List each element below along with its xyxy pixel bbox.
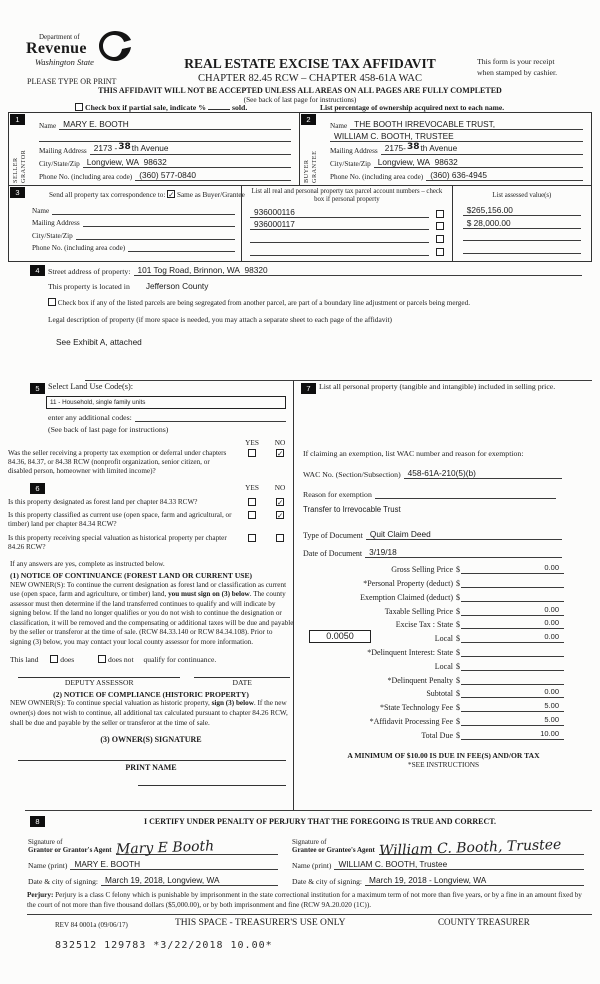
see-instructions-note: *SEE INSTRUCTIONS	[407, 759, 480, 769]
fee-amount-value: 0.00	[544, 604, 559, 614]
seller-name2-field[interactable]	[39, 132, 291, 142]
fee-label: Local	[434, 661, 453, 671]
assessed-value-field[interactable]	[463, 205, 581, 216]
agency-line2: Revenue	[26, 40, 87, 57]
left-column	[8, 382, 294, 786]
parcel-column	[241, 186, 452, 261]
receipt-note	[477, 57, 557, 78]
parcel-number-field[interactable]	[250, 219, 429, 230]
parcel-row	[250, 243, 444, 256]
buyer-side-label	[303, 127, 318, 183]
parcel-number-field[interactable]	[250, 233, 429, 243]
notice1-text-a: NEW OWNER(S): To continue the current designation as forest land or classification as current use (open space, farm and agriculture, or timber) land,	[10, 580, 287, 599]
assessed-value-list	[463, 203, 581, 254]
corr-phone-label: Phone No. (including area code)	[32, 244, 126, 252]
fee-table	[295, 561, 592, 740]
seller-citystatezip-field[interactable]	[83, 157, 291, 168]
section-3-number: 3	[10, 187, 25, 198]
buyer-name-value: THE BOOTH IRREVOCABLE TRUST,	[354, 119, 496, 129]
owners-signature-title: (3) OWNER(S) SIGNATURE	[100, 735, 202, 745]
assessed-value-field[interactable]	[463, 231, 581, 241]
historic-question-row	[8, 534, 294, 552]
yes-header: YES	[245, 438, 259, 447]
document-type-label: Type of Document	[303, 530, 363, 540]
dollar-sign: $	[456, 579, 460, 589]
see-back-note: (See back of last page for instructions)	[243, 95, 357, 104]
fee-amount-value: 0.00	[544, 563, 559, 573]
does-not-checkbox[interactable]	[98, 655, 106, 663]
dollar-sign: $	[456, 661, 460, 671]
land-use-title: Select Land Use Code(s):	[48, 382, 134, 391]
no-header-2: NO	[274, 482, 286, 492]
no-header: NO	[274, 438, 286, 447]
wac-number-label: WAC No. (Section/Subsection)	[303, 469, 401, 479]
forest-yes-checkbox[interactable]	[248, 498, 256, 506]
grantee-signature: William C. Booth, Trustee	[378, 836, 562, 860]
treasurer-space-label: THIS SPACE - TREASURER'S USE ONLY	[175, 918, 346, 928]
document-date-value: 3/19/18	[369, 546, 397, 557]
fee-row	[295, 588, 592, 602]
historic-yes-checkbox[interactable]	[248, 534, 256, 542]
fee-amount-value: 0.00	[544, 618, 559, 628]
parcel-number-value: 936000117	[254, 219, 295, 230]
corr-address-field[interactable]	[83, 217, 235, 227]
fee-label: Subtotal	[426, 689, 453, 699]
correspondence-row	[49, 190, 245, 199]
see-back-note-2: (See back of last page for instructions)	[48, 425, 169, 434]
fee-amount-field[interactable]	[461, 617, 564, 629]
forest-no-checkbox[interactable]: ✓	[277, 497, 284, 506]
partial-sale-row	[75, 102, 247, 112]
current-use-question: Is this property classified as current use (open space, farm and agricultural, or timber) land per chapter 84.34 RCW?	[8, 510, 232, 529]
section-1-number: 1	[10, 114, 25, 125]
notice-compliance-body	[10, 699, 294, 728]
wac-number-field[interactable]	[404, 468, 562, 479]
seller-address-post: th Avenue	[131, 143, 169, 153]
local-rate-box[interactable]: 0.0050	[309, 630, 371, 644]
grantor-signature-field[interactable]	[115, 838, 278, 858]
historic-no-checkbox[interactable]	[276, 534, 284, 542]
form-title: REAL ESTATE EXCISE TAX AFFIDAVIT	[184, 56, 436, 71]
county-value: Jefferson County	[145, 281, 209, 291]
fee-amount-field[interactable]	[461, 686, 564, 698]
notice-continuance-title: (1) NOTICE OF CONTINUANCE (FOREST LAND OR CURRENT USE)	[10, 570, 253, 580]
document-type-field[interactable]	[366, 529, 562, 540]
dollar-sign: $	[456, 730, 460, 740]
dollar-sign: $	[456, 648, 460, 658]
partial-sale-checkbox[interactable]	[75, 103, 83, 111]
additional-codes-field[interactable]	[135, 412, 286, 422]
parcel-row	[250, 218, 444, 231]
deferral-question-row	[8, 449, 294, 477]
fee-amount-field[interactable]	[461, 562, 564, 574]
form-subtitle: CHAPTER 82.45 RCW – CHAPTER 458-61A WAC	[198, 73, 422, 84]
buyer-phone-field[interactable]	[426, 170, 583, 181]
fee-row	[295, 629, 592, 643]
notice2-text-c: . If the new owner(s) does not wish to continue, all additional tax calculated pursuant to chapter 84.26 RCW, shall be due and payable by the seller or transferor at the time of sale.	[10, 699, 288, 727]
print-name-label: PRINT NAME	[125, 763, 177, 773]
seller-side-label	[12, 127, 27, 183]
same-as-buyer-checkbox[interactable]: ✓	[168, 190, 175, 198]
seller-address-label: Mailing Address	[39, 147, 87, 155]
legal-description-value: See Exhibit A, attached	[56, 337, 142, 347]
grantee-signature-field[interactable]	[378, 836, 584, 860]
historic-question: Is this property receiving special valuation as historical property per chapter 84.26 RCW?	[8, 534, 227, 552]
fee-label: Exemption Claimed (deduct)	[360, 592, 453, 602]
section-5-number: 5	[30, 383, 45, 394]
seller-address-value	[90, 143, 169, 154]
wac-number-value: 458-61A-210(5)(b)	[407, 467, 476, 478]
section-3-box	[8, 186, 592, 262]
dollar-sign: $	[456, 703, 460, 713]
perjury-text: Perjury is a class C felony which is punishable by imprisonment in the state correctional institution for a maximum term of not more than five years, or by a fine in an amount fixed by the court of not more than five thousand dollars ($5,000.00), or by both imprisonment and fine (RCW 9A.20.020 (1C)).	[27, 891, 582, 909]
fee-amount-field[interactable]	[461, 645, 564, 657]
fee-amount-field[interactable]	[461, 576, 564, 588]
notice1-text-c: . The county assessor must then determine if the land transferred continues to qualify and will indicate by signing below. If the land no longer qualifies or you do not wish to continue the designation or classification, it will be removed and the compensating or additional taxes will be due and payable by the seller or transferor at the time of sale. (RCW 84.33.140 or RCW 84.34.108). Prior to signing (3) below, you may contact your local county assessor for more information.	[10, 590, 294, 646]
does-label: does	[60, 655, 75, 665]
fee-row	[295, 698, 592, 712]
right-column	[295, 382, 592, 769]
same-as-buyer-label: Same as Buyer/Grantee	[176, 191, 245, 199]
form-rev-number: REV 84 0001a (09/06/17)	[55, 921, 128, 929]
corr-name-label: Name	[32, 206, 50, 215]
if-yes-note: If any answers are yes, complete as instructed below.	[10, 558, 165, 568]
fee-label: *Affidavit Processing Fee	[369, 717, 453, 727]
dollar-sign: $	[456, 675, 460, 685]
dollar-sign: $	[456, 565, 460, 575]
dollar-sign: $	[456, 634, 460, 644]
section-2-number: 2	[301, 114, 316, 125]
document-date-label: Date of Document	[303, 548, 363, 558]
fee-row	[295, 616, 592, 630]
grantee-signblock	[292, 831, 592, 886]
assessed-value-field[interactable]	[463, 218, 581, 229]
grantor-datecity-value: March 19, 2018, Longview, WA	[105, 875, 220, 885]
treasurer-stamp: 832512 129783 *3/22/2018 10.00*	[55, 940, 273, 951]
personal-property-checkbox[interactable]	[436, 235, 444, 243]
parcel-number-field[interactable]	[250, 246, 429, 256]
grantor-print-field[interactable]	[70, 859, 278, 870]
buyer-phone-label: Phone No. (including area code)	[330, 173, 424, 181]
correspondence-column	[9, 186, 245, 261]
personal-property-checkbox[interactable]	[436, 222, 444, 230]
seller-phone-field[interactable]	[135, 170, 291, 181]
grantor-agent-label: Grantor or Grantor's Agent	[28, 846, 112, 855]
buyer-section	[300, 113, 591, 185]
fee-amount-field[interactable]	[461, 728, 564, 740]
yes-header-2: YES	[245, 482, 259, 492]
fee-label: Gross Selling Price	[391, 565, 453, 575]
assessed-value-row	[463, 229, 581, 242]
notice1-text-bold: you must sign on (3) below	[168, 590, 250, 599]
notice-compliance-title: (2) NOTICE OF COMPLIANCE (HISTORIC PROPERTY)	[53, 690, 249, 700]
seller-citystatezip-value: Longview, WA 98632	[86, 157, 167, 167]
fee-amount-field[interactable]	[461, 659, 564, 671]
fee-label: Excise Tax : State	[395, 620, 453, 630]
personal-property-checkbox[interactable]	[436, 248, 444, 256]
signature-of-label-2: Signature of	[292, 837, 327, 846]
fee-label: *Delinquent Interest: State	[367, 648, 453, 658]
personal-property-title: List all personal property (tangible and intangible) included in selling price.	[319, 382, 556, 391]
fee-label: Taxable Selling Price	[384, 606, 453, 616]
sold-label: sold.	[231, 103, 248, 112]
buyer-citystatezip-label: City/State/Zip	[330, 160, 371, 168]
personal-property-checkbox[interactable]	[436, 210, 444, 218]
seller-address-handwritten: 38	[118, 141, 131, 152]
grantee-datecity-field[interactable]	[365, 875, 584, 886]
buyer-name2-value: WILLIAM C. BOOTH, TRUSTEE	[334, 131, 454, 141]
section-4	[8, 263, 592, 347]
fee-amount-field[interactable]	[461, 673, 564, 685]
parcel-header: List all real and personal property tax parcel account numbers – check box if personal property	[251, 188, 443, 204]
assessed-value-amount: $265,156.00	[466, 204, 513, 215]
buyer-address-handwritten: 38	[406, 141, 420, 152]
receipt-line2: when stamped by cashier.	[477, 67, 558, 77]
fee-label: *Personal Property (deduct)	[363, 579, 453, 589]
seller-phone-value: (360) 577-0840	[139, 170, 196, 180]
fee-row	[295, 602, 592, 616]
yes-no-header-5	[8, 438, 294, 447]
exemption-reason-label: Reason for exemption	[303, 489, 372, 499]
buyer-address-pre: 2175-	[384, 143, 406, 153]
perjury-bold: Perjury:	[27, 891, 54, 899]
current-use-yes-checkbox[interactable]	[248, 511, 256, 519]
fee-row	[295, 561, 592, 575]
assessed-value-row	[463, 203, 581, 216]
seller-address-field[interactable]	[90, 143, 291, 155]
grantor-print-label: Name (print)	[28, 861, 68, 870]
corr-name-field[interactable]	[52, 205, 235, 215]
county-treasurer-label: COUNTY TREASURER	[438, 917, 530, 927]
please-type-note: PLEASE TYPE OR PRINT	[27, 77, 117, 86]
dollar-sign: $	[456, 620, 460, 630]
section-7-number: 7	[301, 383, 316, 394]
segregated-checkbox[interactable]	[48, 298, 56, 306]
current-use-question-row	[8, 511, 294, 529]
seller-phone-label: Phone No. (including area code)	[39, 173, 133, 181]
fee-row	[295, 643, 592, 657]
dollar-sign: $	[456, 606, 460, 616]
document-date-field[interactable]	[365, 547, 562, 558]
forest-question-row	[8, 498, 294, 507]
minimum-due-note: A MINIMUM OF $10.00 IS DUE IN FEE(S) AND/OR TAX	[347, 750, 540, 760]
grantee-datecity-value: March 19, 2018 - Longview, WA	[369, 875, 487, 885]
fee-amount-field[interactable]	[461, 700, 564, 712]
fee-label: *Delinquent Penalty	[387, 675, 453, 685]
legal-description-label: Legal description of property (if more space is needed, you may attach a separate sheet to each page of the affidavit)	[48, 315, 392, 324]
assessed-value-row	[463, 241, 581, 254]
grantor-datecity-field[interactable]	[101, 875, 278, 886]
parties-box	[8, 112, 592, 186]
current-use-no-checkbox[interactable]: ✓	[277, 510, 284, 519]
grantor-signature: Mary E Booth	[115, 838, 214, 858]
buyer-citystatezip-value: Longview, WA 98632	[377, 157, 458, 167]
fee-row	[295, 671, 592, 685]
corr-citystatezip-field[interactable]	[76, 230, 235, 240]
located-in-row	[48, 281, 592, 291]
section-8-number: 8	[30, 816, 45, 827]
exemption-reason-field[interactable]	[375, 489, 556, 499]
fee-amount-field[interactable]	[461, 604, 564, 616]
fee-amount-value: 0.00	[544, 632, 559, 642]
parcel-list	[250, 205, 444, 256]
buyer-name-label: Name	[330, 122, 348, 130]
segregated-row	[48, 298, 592, 307]
fee-row	[295, 712, 592, 726]
buyer-address-label: Mailing Address	[330, 147, 378, 155]
seller-name-value: MARY E. BOOTH	[63, 119, 129, 129]
dollar-sign: $	[456, 689, 460, 699]
fee-amount-value: 0.00	[544, 687, 559, 697]
send-correspondence-label: Send all property tax correspondence to:	[49, 191, 166, 199]
grantee-print-field[interactable]	[334, 859, 584, 870]
additional-codes-label: enter any additional codes:	[48, 413, 132, 422]
document-type-value: Quit Claim Deed	[369, 528, 431, 539]
street-address-value: 101 Tog Road, Brinnon, WA 98320	[137, 265, 268, 275]
divider-top	[85, 380, 592, 381]
assessed-value-field[interactable]	[463, 244, 581, 254]
corr-address-label: Mailing Address	[32, 219, 80, 227]
print-name-line[interactable]	[138, 785, 286, 786]
seller-name-label: Name	[39, 122, 57, 130]
grantee-word: GRANTEE	[311, 150, 318, 183]
deferral-question: Was the seller receiving a property tax exemption or deferral under chapters 84.36, 84.37, or 84.38 RCW (nonprofit organization, senior citizen, or disabled person, homeowner with limited income)?	[8, 449, 227, 476]
assessed-value-column	[452, 186, 591, 261]
street-address-field[interactable]	[134, 265, 583, 276]
dor-logo	[26, 33, 94, 67]
exemption-intro: If claiming an exemption, list WAC number and reason for exemption:	[303, 448, 524, 458]
certify-statement: I CERTIFY UNDER PENALTY OF PERJURY THAT THE FOREGOING IS TRUE AND CORRECT.	[143, 817, 496, 826]
grantor-datecity-label: Date & city of signing:	[28, 877, 99, 886]
seller-name-field[interactable]	[59, 119, 291, 130]
fee-amount-field[interactable]	[461, 590, 564, 602]
does-not-label: does not	[108, 655, 134, 665]
fee-row	[295, 685, 592, 699]
completion-warning: THIS AFFIDAVIT WILL NOT BE ACCEPTED UNLESS ALL AREAS ON ALL PAGES ARE FULLY COMPLETED	[98, 86, 502, 95]
fee-label: Local	[434, 634, 453, 644]
partial-sale-label: Check box if partial sale, indicate %	[84, 103, 207, 112]
fee-amount-value: 5.00	[544, 715, 559, 725]
segregated-label: Check box if any of the listed parcels are being segregated from another parcel, are part of a boundary line adjustment or parcels being merged.	[57, 299, 470, 307]
corr-phone-field[interactable]	[128, 242, 235, 252]
section-6-number: 6	[30, 483, 45, 494]
seller-citystatezip-label: City/State/Zip	[39, 160, 80, 168]
qualify-row	[10, 655, 294, 664]
grantor-signblock	[8, 831, 292, 886]
buyer-address-value	[381, 143, 458, 154]
grantee-sig-label	[292, 838, 379, 855]
corr-citystatezip-label: City/State/Zip	[32, 231, 73, 240]
deferral-no-checkbox[interactable]: ✓	[277, 449, 284, 457]
perjury-note	[27, 890, 592, 910]
divider-bottom	[25, 810, 592, 811]
signature-of-label: Signature of	[28, 837, 63, 846]
assessed-value-row	[463, 216, 581, 229]
fee-label: Total Due	[421, 730, 453, 740]
buyer-citystatezip-field[interactable]	[374, 157, 583, 168]
footer-rule	[27, 914, 592, 915]
seller-address-pre: 2173 -	[93, 143, 118, 153]
fee-amount-field[interactable]	[461, 631, 564, 643]
street-address-label: Street address of property:	[48, 267, 131, 276]
notice2-text-a: NEW OWNER(S): To continue special valuation as historic property,	[10, 699, 212, 708]
dollar-sign: $	[456, 592, 460, 602]
fee-amount-field[interactable]	[461, 714, 564, 726]
parcel-row	[250, 205, 444, 218]
parcel-row	[250, 230, 444, 243]
grantor-sig-label	[28, 838, 116, 855]
section-4-number: 4	[30, 265, 45, 276]
buyer-phone-value: (360) 636-4945	[430, 170, 487, 180]
qualify-label: qualify for continuance.	[143, 655, 217, 665]
buyer-word: BUYER	[303, 159, 310, 183]
buyer-name-field[interactable]	[350, 119, 583, 130]
assessed-value-amount: $ 28,000.00	[466, 217, 511, 228]
buyer-name2-field[interactable]	[330, 131, 583, 142]
receipt-line1: This form is your receipt	[477, 57, 555, 66]
grantee-agent-label: Grantee or Grantee's Agent	[292, 846, 375, 855]
does-checkbox[interactable]	[50, 655, 58, 663]
grantor-print-value: MARY E. BOOTH	[74, 859, 141, 869]
notice-continuance-body	[10, 581, 294, 648]
fee-row	[295, 726, 592, 740]
section-8	[8, 814, 592, 886]
ownership-note: List percentage of ownership acquired next to each name.	[320, 103, 505, 112]
notice2-text-bold: sign (3) below	[211, 699, 254, 708]
fee-label: *State Technology Fee	[379, 703, 453, 713]
fee-amount-value: 10.00	[540, 728, 559, 738]
agency-line3: Washington State	[35, 57, 94, 67]
buyer-address-field[interactable]	[381, 143, 583, 155]
located-in-label: This property is located in	[48, 282, 130, 291]
assessed-value-header: List assessed value(s)	[492, 192, 552, 199]
parcel-number-field[interactable]	[250, 207, 429, 218]
date-label: DATE	[232, 678, 252, 688]
partial-sale-percent-field[interactable]	[208, 102, 230, 110]
seller-word: SELLER	[12, 157, 19, 183]
fee-row	[295, 574, 592, 588]
parcel-number-value: 936000116	[254, 206, 295, 217]
buyer-address-post: th Avenue	[420, 143, 458, 153]
assessor-signature-row	[18, 677, 290, 687]
grantee-print-label: Name (print)	[292, 861, 332, 870]
deferral-yes-checkbox[interactable]	[248, 449, 256, 457]
fee-row	[295, 657, 592, 671]
forest-question: Is this property designated as forest land per chapter 84.33 RCW?	[8, 497, 198, 506]
owners-signature-line[interactable]	[18, 760, 286, 761]
yes-no-header-6	[8, 483, 294, 495]
grantee-print-value: WILLIAM C. BOOTH, Trustee	[338, 859, 448, 869]
this-land-label: This land	[10, 655, 39, 665]
exemption-reason-value: Transfer to Irrevocable Trust	[303, 504, 401, 514]
seller-section	[9, 113, 300, 185]
grantee-datecity-label: Date & city of signing:	[292, 877, 363, 886]
agency-line1: Department of	[39, 33, 80, 41]
grantor-word: GRANTOR	[20, 149, 27, 183]
land-use-code-field[interactable]: 11 - Household, single family units	[46, 396, 286, 409]
deputy-assessor-label: DEPUTY ASSESSOR	[64, 678, 134, 688]
fee-amount-value: 5.00	[544, 701, 559, 711]
dollar-sign: $	[456, 717, 460, 727]
